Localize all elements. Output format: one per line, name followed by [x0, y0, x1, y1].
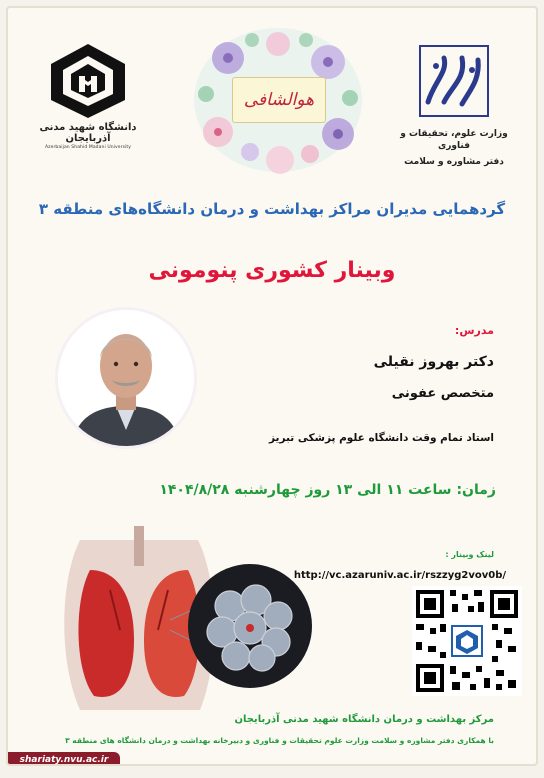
webinar-title: وبینار کشوری پنومونی	[148, 258, 396, 283]
qr-code-icon	[412, 586, 522, 696]
qr-code[interactable]	[412, 586, 522, 696]
ministry-line1: وزارت علوم، تحقیقات و فناوری	[400, 129, 508, 151]
university-emblem-icon	[45, 42, 131, 120]
university-logo	[38, 42, 138, 150]
event-time: زمان: ساعت ۱۱ الی ۱۳ روز چهارشنبه ۱۴۰۴/۸/۲۸	[159, 482, 496, 498]
lungs-alveoli-icon	[50, 520, 320, 720]
lecturer-name: دکتر بهروز نقیلی	[373, 354, 494, 370]
ministry-line2: دفتر مشاوره و سلامت	[404, 157, 504, 167]
footer-collaboration: با همکاری دفتر مشاوره و سلامت وزارت علوم تحقیقات و فناوری و دبیرخانه بهداشت و درمان دانشگاه های منطقه ۳	[65, 736, 494, 745]
site-link[interactable]: shariaty.nvu.ac.ir	[8, 752, 120, 766]
lecturer-specialty: متخصص عفونی	[391, 386, 494, 401]
lecturer-portrait-icon	[58, 310, 194, 446]
gathering-title: گردهمایی مدیران مراکز بهداشت و درمان دانشگاه‌های منطقه ۳	[38, 200, 506, 218]
lecturer-label: مدرس:	[454, 324, 494, 337]
webinar-link-label: لینک وبینار :	[445, 550, 494, 559]
university-name-fa: دانشگاه شهید مدنی آذربایجان	[39, 122, 137, 144]
flower-frame	[188, 22, 368, 182]
ministry-logo	[394, 42, 514, 168]
webinar-link-url[interactable]: http://vc.azaruniv.ac.ir/rszzyg2vov0b/	[293, 570, 506, 581]
footer-center-name: مرکز بهداشت و درمان دانشگاه شهید مدنی آذربایجان	[234, 714, 494, 725]
university-name-en: Azerbaijan Shahid Madani University	[44, 145, 132, 150]
student-affairs-emblem-icon	[414, 42, 494, 120]
poster	[6, 6, 538, 766]
lungs-illustration	[50, 520, 320, 720]
lecturer-position: استاد تمام وقت دانشگاه علوم پزشکی تبریز	[269, 432, 494, 444]
lecturer-photo	[58, 310, 194, 446]
hovalshafi-badge: هوالشافی	[232, 77, 326, 123]
